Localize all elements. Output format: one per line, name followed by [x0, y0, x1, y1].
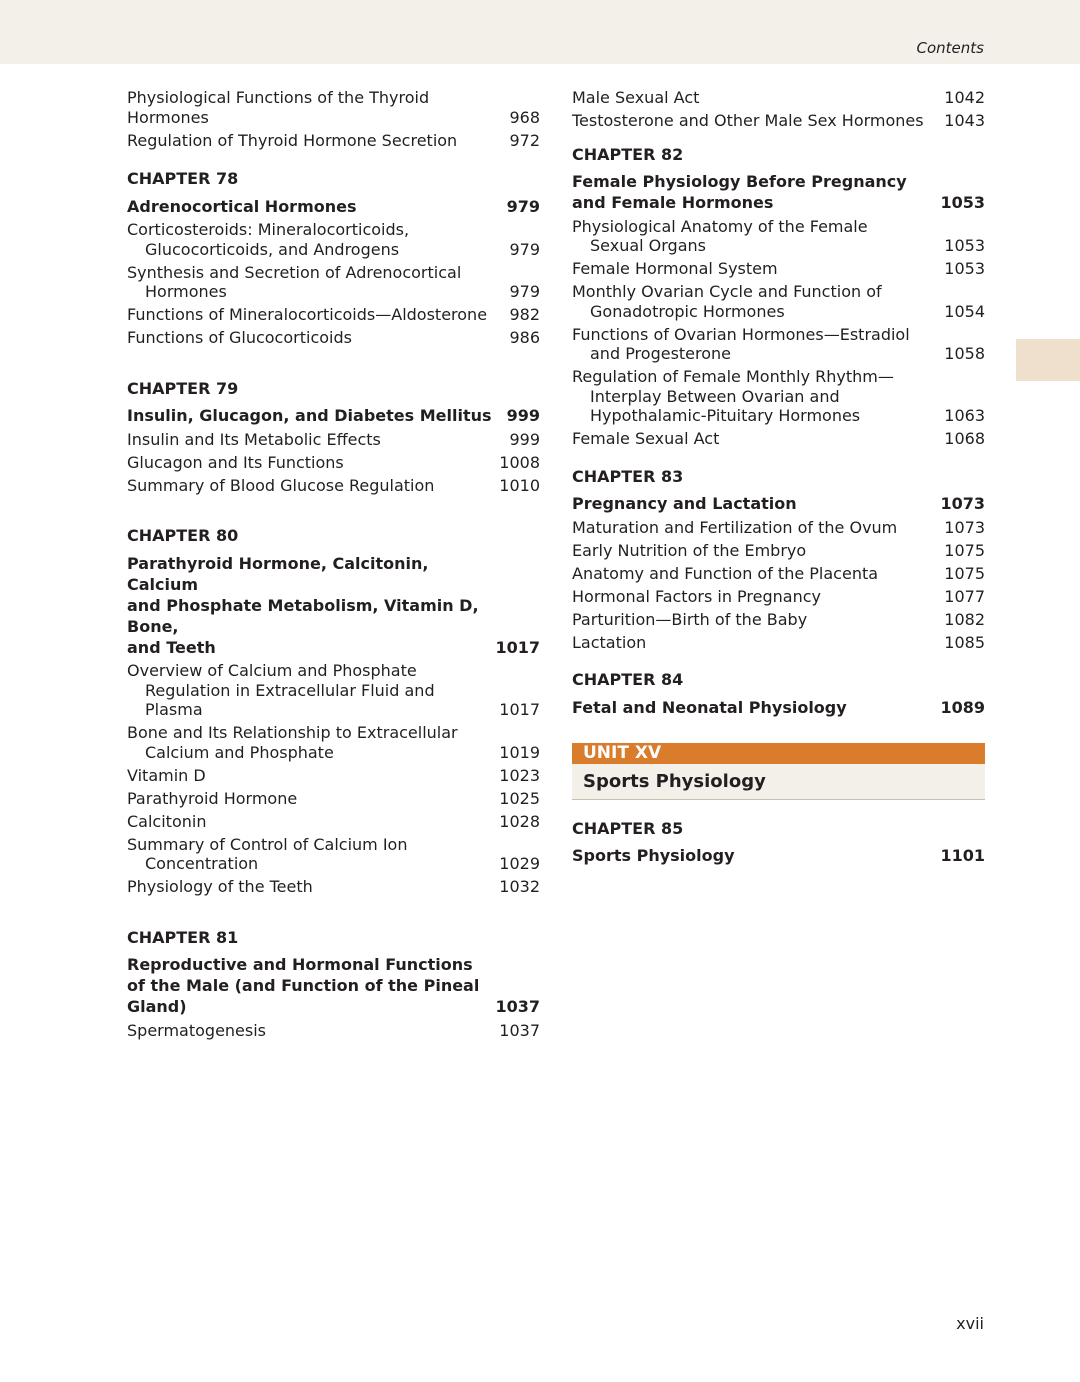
- chapter-page: 1073: [940, 494, 985, 513]
- toc-entry[interactable]: [127, 305, 540, 325]
- chapter-number: CHAPTER 80: [127, 526, 239, 545]
- toc-entry[interactable]: [572, 111, 985, 131]
- entry-page: 1075: [944, 563, 985, 583]
- chapter-number: CHAPTER 79: [127, 378, 239, 398]
- chapter-number: CHAPTER 82: [572, 144, 684, 164]
- chapter-title[interactable]: [572, 697, 985, 718]
- toc-entry[interactable]: [127, 88, 540, 127]
- unit-banner[interactable]: [572, 743, 985, 800]
- chapter-title[interactable]: [127, 954, 540, 1017]
- toc-right-column: [572, 88, 985, 866]
- entry-title: Overview of Calcium and Phosphate Regulation in Extracellular Fluid and Plasma: [127, 661, 435, 719]
- entry-title: Physiology of the Teeth: [127, 877, 313, 896]
- entry-title: Early Nutrition of the Embryo: [572, 540, 807, 560]
- entry-title: Summary of Blood Glucose Regulation: [127, 475, 435, 495]
- entry-title: Parathyroid Hormone: [127, 788, 298, 808]
- toc-entry[interactable]: [127, 789, 540, 809]
- entry-title: Vitamin D: [127, 765, 206, 785]
- entry-title: Physiological Functions of the Thyroid Hormones: [127, 88, 430, 127]
- entry-page: 1054: [944, 301, 985, 321]
- entry-page: 968: [509, 107, 540, 127]
- entry-page: 1008: [499, 452, 540, 472]
- entry-page: 1037: [499, 1020, 540, 1040]
- toc-entry[interactable]: [572, 282, 985, 321]
- entry-page: 1063: [944, 406, 985, 425]
- entry-title: Calcitonin: [127, 811, 207, 831]
- chapter-page: 1089: [940, 697, 985, 717]
- entry-page: 979: [509, 239, 540, 259]
- entry-page: 1023: [499, 765, 540, 785]
- chapter-page: 1053: [940, 193, 985, 212]
- entry-page: 1082: [944, 609, 985, 629]
- entry-page: 1019: [499, 742, 540, 762]
- entry-page: 1032: [499, 877, 540, 896]
- toc-entry[interactable]: [572, 541, 985, 561]
- toc-entry[interactable]: [572, 518, 985, 538]
- page-number: xvii: [956, 1314, 984, 1333]
- toc-entry[interactable]: [127, 877, 540, 897]
- entry-title: Bone and Its Relationship to Extracellular Calcium and Phosphate: [127, 723, 458, 762]
- toc-entry[interactable]: [572, 217, 985, 256]
- chapter-number: CHAPTER 84: [572, 670, 684, 689]
- entry-page: 1042: [944, 88, 985, 107]
- toc-entry[interactable]: [572, 429, 985, 449]
- toc-entry[interactable]: [127, 661, 540, 720]
- chapter-title-text: Adrenocortical Hormones: [127, 196, 357, 216]
- entry-title: Regulation of Thyroid Hormone Secretion: [127, 130, 458, 150]
- entry-page: 1075: [944, 540, 985, 560]
- entry-title: Summary of Control of Calcium Ion Concentration: [127, 834, 408, 873]
- toc-entry[interactable]: [127, 430, 540, 450]
- entry-title: Anatomy and Function of the Placenta: [572, 563, 879, 583]
- toc-entry[interactable]: [127, 723, 540, 762]
- entry-title: Spermatogenesis: [127, 1020, 267, 1040]
- section-thumb-tab: [1016, 339, 1080, 381]
- toc-entry[interactable]: [127, 220, 540, 259]
- chapter-title[interactable]: [127, 196, 540, 217]
- toc-entry[interactable]: [127, 131, 540, 151]
- entry-title: Female Sexual Act: [572, 429, 720, 448]
- entry-title: Synthesis and Secretion of Adrenocortical Hormones: [127, 262, 462, 301]
- toc-entry[interactable]: [572, 259, 985, 279]
- entry-page: 999: [509, 429, 540, 449]
- entry-page: 1058: [944, 344, 985, 363]
- toc-entry[interactable]: [572, 633, 985, 653]
- entry-title: Corticosteroids: Mineralocorticoids, Glucocorticoids, and Androgens: [127, 220, 410, 259]
- toc-entry[interactable]: [127, 453, 540, 473]
- toc-entry[interactable]: [572, 564, 985, 584]
- toc-entry[interactable]: [127, 766, 540, 786]
- entry-page: 1028: [499, 811, 540, 831]
- entry-title: Functions of Ovarian Hormones—Estradiol and Progesterone: [572, 324, 910, 363]
- toc-entry[interactable]: [572, 587, 985, 607]
- entry-page: 1029: [499, 854, 540, 873]
- entry-page: 1053: [944, 259, 985, 278]
- chapter-title[interactable]: [572, 845, 985, 866]
- entry-title: Glucagon and Its Functions: [127, 452, 344, 472]
- entry-page: 982: [509, 305, 540, 324]
- chapter-title-text: Fetal and Neonatal Physiology: [572, 697, 847, 717]
- chapter-number: CHAPTER 85: [572, 818, 684, 838]
- chapter-page: 1037: [495, 997, 540, 1016]
- entry-page: 1017: [499, 700, 540, 719]
- entry-title: Functions of Mineralocorticoids—Aldosterone: [127, 305, 488, 324]
- chapter-title[interactable]: [572, 171, 985, 213]
- chapter-title-text: Insulin, Glucagon, and Diabetes Mellitus: [127, 406, 492, 425]
- toc-entry[interactable]: [572, 610, 985, 630]
- entry-title: Hormonal Factors in Pregnancy: [572, 586, 821, 606]
- entry-page: 1073: [944, 517, 985, 537]
- chapter-page: 1101: [940, 846, 985, 865]
- entry-page: 972: [509, 130, 540, 150]
- entry-page: 1068: [944, 429, 985, 448]
- chapter-number: CHAPTER 78: [127, 169, 239, 188]
- entry-title: Female Hormonal System: [572, 259, 778, 278]
- chapter-title-text: Female Physiology Before Pregnancy and Female Hormones: [572, 172, 907, 212]
- chapter-title-text: Sports Physiology: [572, 846, 735, 865]
- toc-entry[interactable]: [127, 263, 540, 302]
- toc-entry[interactable]: [572, 88, 985, 108]
- entry-title: Testosterone and Other Male Sex Hormones: [572, 111, 924, 130]
- entry-title: Functions of Glucocorticoids: [127, 328, 352, 347]
- entry-page: 979: [509, 282, 540, 301]
- unit-label: UNIT XV: [572, 743, 985, 764]
- chapter-number: CHAPTER 81: [127, 927, 239, 947]
- toc-entry[interactable]: [127, 476, 540, 496]
- chapter-page: 999: [506, 406, 540, 425]
- unit-title: Sports Physiology: [572, 764, 985, 800]
- entry-title: Parturition—Birth of the Baby: [572, 609, 808, 629]
- chapter-title[interactable]: [127, 405, 540, 426]
- toc-entry[interactable]: [572, 325, 985, 364]
- toc-entry[interactable]: [127, 1021, 540, 1041]
- entry-page: 986: [509, 328, 540, 347]
- chapter-page: 1017: [495, 637, 540, 657]
- chapter-title-text: Pregnancy and Lactation: [572, 494, 797, 513]
- entry-title: Physiological Anatomy of the Female Sexual Organs: [572, 216, 868, 255]
- entry-title: Monthly Ovarian Cycle and Function of Gonadotropic Hormones: [572, 282, 882, 321]
- entry-page: 1085: [944, 632, 985, 652]
- toc-entry[interactable]: [127, 835, 540, 874]
- chapter-title-text: Parathyroid Hormone, Calcitonin, Calcium and Phosphate Metabolism, Vitamin D, Bone, and Teeth: [127, 553, 479, 657]
- entry-page: 1010: [499, 475, 540, 495]
- chapter-number: CHAPTER 83: [572, 466, 684, 486]
- entry-page: 1025: [499, 788, 540, 808]
- entry-title: Male Sexual Act: [572, 88, 700, 107]
- chapter-title[interactable]: [127, 553, 540, 658]
- entry-title: Maturation and Fertilization of the Ovum: [572, 517, 898, 537]
- entry-title: Lactation: [572, 632, 647, 652]
- chapter-page: 979: [506, 196, 540, 216]
- entry-title: Insulin and Its Metabolic Effects: [127, 429, 381, 449]
- chapter-title[interactable]: [572, 493, 985, 514]
- toc-left-column: [127, 88, 540, 1040]
- toc-entry[interactable]: [127, 812, 540, 832]
- entry-page: 1043: [944, 111, 985, 130]
- toc-entry[interactable]: [572, 367, 985, 426]
- running-head: Contents: [916, 39, 984, 57]
- entry-page: 1053: [944, 236, 985, 255]
- entry-title: Regulation of Female Monthly Rhythm— Interplay Between Ovarian and Hypothalamic-Pituitary Hormones: [572, 367, 894, 425]
- chapter-title-text: Reproductive and Hormonal Functions of the Male (and Function of the Pineal Gland): [127, 955, 480, 1016]
- toc-entry[interactable]: [127, 328, 540, 348]
- entry-page: 1077: [944, 586, 985, 606]
